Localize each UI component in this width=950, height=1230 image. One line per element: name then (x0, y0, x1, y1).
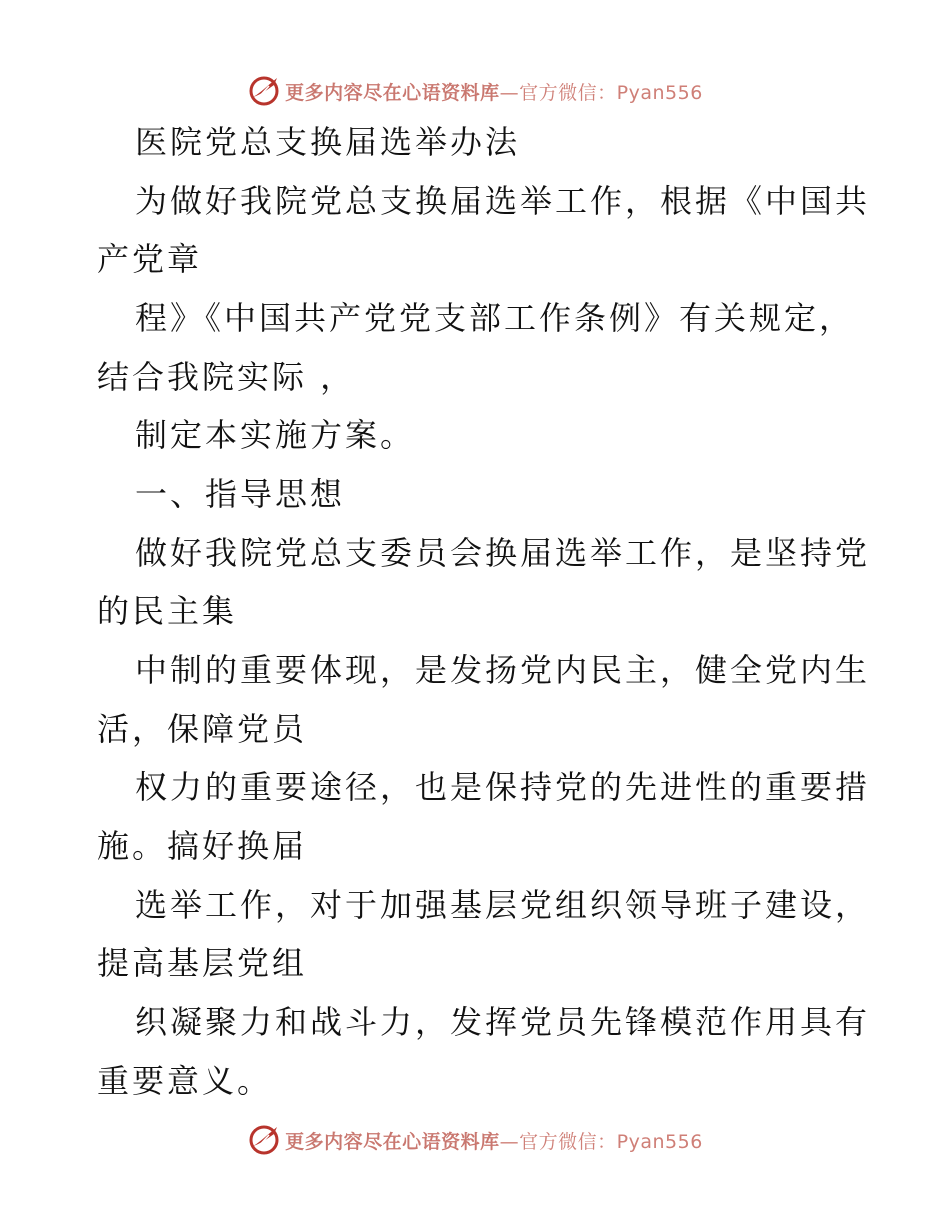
paragraph-line: 提高基层党组 (97, 944, 308, 982)
paragraph-line: 权力的重要途径，也是保持党的先进性的重要措 (135, 768, 871, 806)
paragraph-line: 的民主集 (97, 592, 238, 630)
paragraph-line: 活，保障党员 (97, 710, 308, 748)
paragraph-line: 重要意义。 (97, 1062, 273, 1100)
paragraph-line: 制定本实施方案。 (135, 416, 416, 454)
paragraph-line: 选举工作，对于加强基层党组织领导班子建设， (135, 886, 871, 924)
paragraph-line: 织凝聚力和战斗力，发挥党员先锋模范作用具有 (135, 1003, 871, 1041)
header-contact-text: —官方微信：Pyan556 (499, 81, 703, 104)
footer-contact-text: —官方微信：Pyan556 (499, 1130, 703, 1153)
header-banner (0, 71, 950, 111)
section-heading: 一、指导思想 (135, 475, 346, 513)
header-site-text: 更多内容尽在心语资料库 (285, 81, 500, 104)
pen-logo-icon (247, 1123, 281, 1157)
footer-site-text: 更多内容尽在心语资料库 (285, 1130, 500, 1153)
paragraph-line: 中制的重要体现，是发扬党内民主，健全党内生 (135, 651, 871, 689)
paragraph-line: 产党章 (97, 240, 203, 278)
paragraph-line: 结合我院实际 ， (97, 358, 356, 396)
footer-banner-text (285, 1127, 703, 1154)
pen-logo-icon (247, 74, 281, 108)
header-banner-text (285, 78, 703, 105)
document-title: 医院党总支换届选举办法 (135, 123, 521, 161)
paragraph-line: 做好我院党总支委员会换届选举工作，是坚持党 (135, 534, 871, 572)
paragraph-line: 程》《中国共产党党支部工作条例》有关规定， (135, 299, 855, 337)
footer-banner (0, 1120, 950, 1160)
paragraph-line: 为做好我院党总支换届选举工作，根据《中国共 (135, 182, 871, 220)
paragraph-line: 施。搞好换届 (97, 827, 308, 865)
